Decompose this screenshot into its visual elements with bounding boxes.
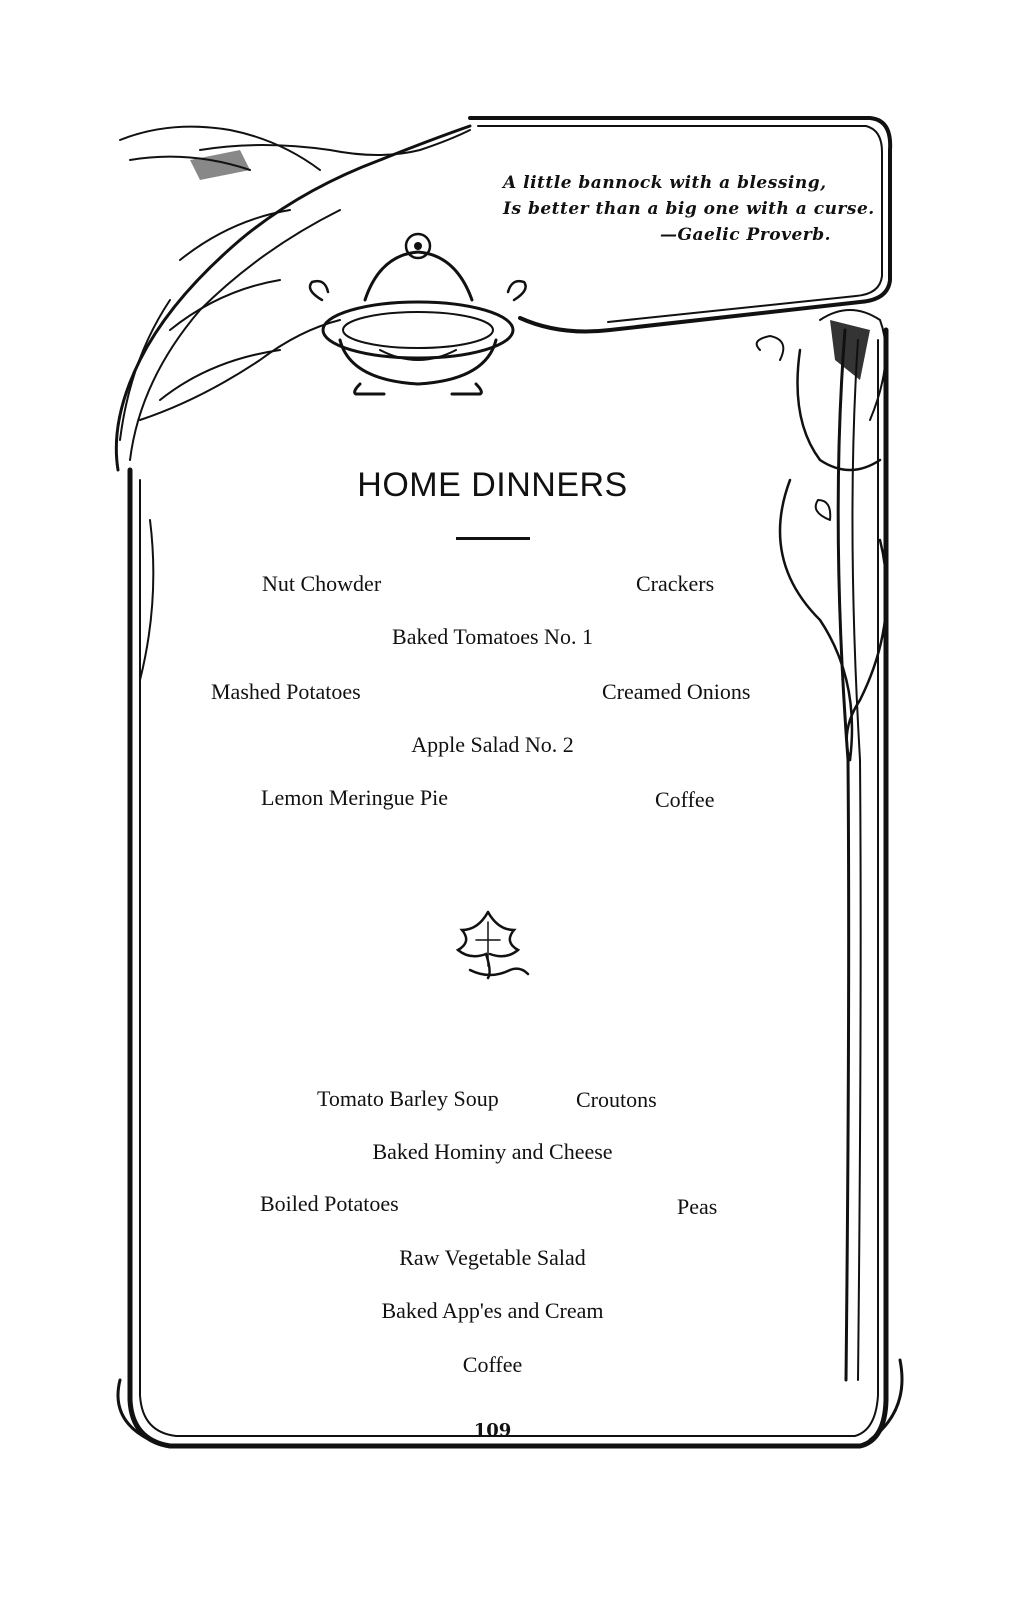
menu1-row5-right: Coffee: [655, 787, 715, 812]
menu1-row4: Apple Salad No. 2: [411, 732, 574, 757]
quote-line-2: Is better than a big one with a curse.: [503, 199, 875, 219]
title-divider: [456, 537, 530, 540]
quote-attribution: —Gaelic Proverb.: [660, 225, 832, 245]
quote-line-1: A little bannock with a blessing,: [503, 173, 827, 193]
menu2-row3-left: Boiled Potatoes: [260, 1191, 399, 1216]
page-number: 109: [473, 1420, 512, 1441]
menu1-row1-left: Nut Chowder: [262, 571, 382, 596]
menu2-row1-left: Tomato Barley Soup: [317, 1086, 499, 1111]
menu1-row1-right: Crackers: [636, 571, 715, 596]
menu2-row1-right: Croutons: [576, 1087, 657, 1112]
menu1-row3-right: Creamed Onions: [602, 679, 751, 704]
menu2-row5: Baked App'es and Cream: [381, 1298, 604, 1323]
menu2-row3-right: Peas: [677, 1194, 718, 1219]
page-title: HOME DINNERS: [357, 466, 628, 504]
menu2-row6: Coffee: [462, 1352, 523, 1377]
menu1-row2: Baked Tomatoes No. 1: [392, 624, 593, 649]
menu1-row5-left: Lemon Meringue Pie: [261, 785, 448, 810]
menu2-row4: Raw Vegetable Salad: [399, 1245, 586, 1270]
menu2-row2: Baked Hominy and Cheese: [372, 1139, 613, 1164]
menu1-row3-left: Mashed Potatoes: [211, 679, 361, 704]
